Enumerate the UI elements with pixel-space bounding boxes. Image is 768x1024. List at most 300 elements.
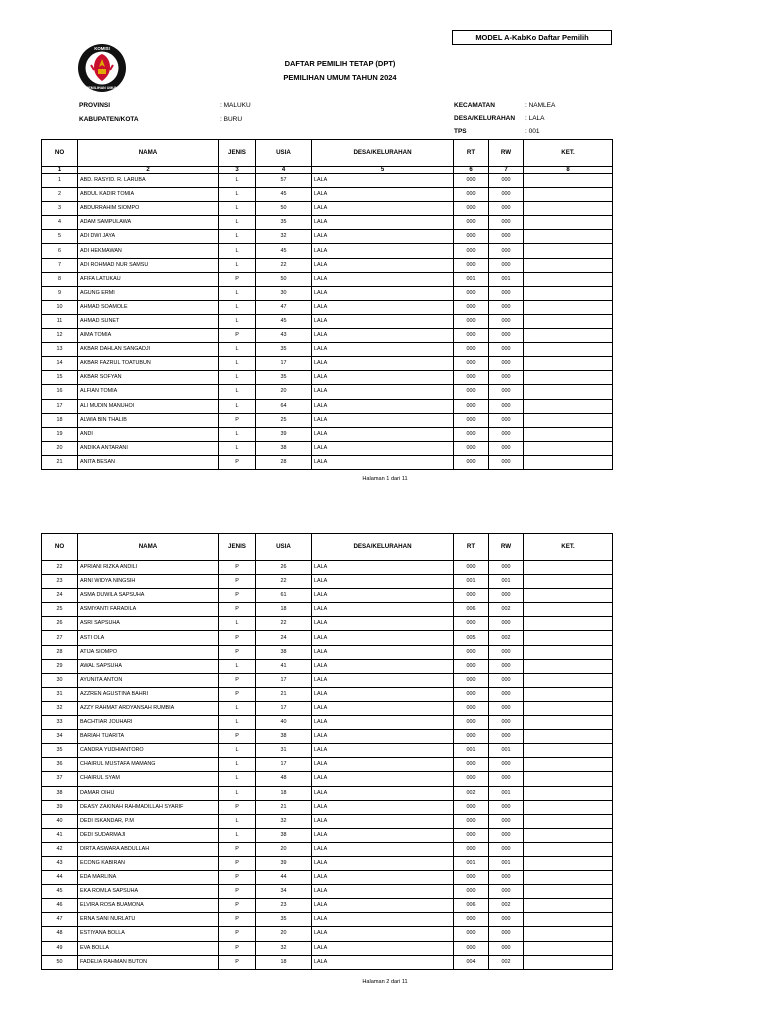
cell-no: 14 xyxy=(42,357,78,371)
header-usia: USIA xyxy=(256,140,312,167)
cell-rt: 000 xyxy=(454,885,489,899)
column-number: 5 xyxy=(312,167,454,174)
cell-rw: 000 xyxy=(489,913,524,927)
header-rw: RW xyxy=(489,140,524,167)
cell-rt: 002 xyxy=(454,786,489,800)
cell-desa: LALA xyxy=(312,188,454,202)
cell-jenis-kelamin: P xyxy=(219,589,256,603)
table-row xyxy=(42,216,613,230)
cell-nama: ASMIYANTI FARADILA xyxy=(78,603,219,617)
cell-usia: 20 xyxy=(256,842,312,856)
cell-desa: LALA xyxy=(312,230,454,244)
cell-jenis-kelamin: P xyxy=(219,603,256,617)
table-row xyxy=(42,913,613,927)
cell-rw: 000 xyxy=(489,188,524,202)
cell-nama: ASRI SAPSUHA xyxy=(78,617,219,631)
provinsi-label: PROVINSI xyxy=(79,102,111,109)
cell-ket xyxy=(524,701,613,715)
table-row xyxy=(42,399,613,413)
cell-rw: 000 xyxy=(489,758,524,772)
cell-no: 34 xyxy=(42,730,78,744)
cell-rt: 005 xyxy=(454,631,489,645)
cell-ket xyxy=(524,927,613,941)
table-row xyxy=(42,814,613,828)
cell-rw: 000 xyxy=(489,230,524,244)
table-row xyxy=(42,941,613,955)
cell-rw: 000 xyxy=(489,871,524,885)
cell-no: 42 xyxy=(42,842,78,856)
cell-nama: ADAM SAMPULAWA xyxy=(78,216,219,230)
cell-nama: DEDI ISKANDAR, P.M xyxy=(78,814,219,828)
cell-rt: 000 xyxy=(454,687,489,701)
cell-desa: LALA xyxy=(312,899,454,913)
cell-ket xyxy=(524,871,613,885)
cell-rw: 002 xyxy=(489,955,524,969)
cell-rw: 000 xyxy=(489,244,524,258)
cell-rt: 006 xyxy=(454,899,489,913)
cell-desa: LALA xyxy=(312,758,454,772)
cell-nama: ABD. RASYID. R. LARUBA xyxy=(78,174,219,188)
cell-no: 49 xyxy=(42,941,78,955)
cell-usia: 18 xyxy=(256,955,312,969)
cell-usia: 50 xyxy=(256,202,312,216)
cell-rw: 000 xyxy=(489,730,524,744)
cell-nama: AWAL SAPSUHA xyxy=(78,659,219,673)
cell-jenis-kelamin: L xyxy=(219,343,256,357)
cell-no: 50 xyxy=(42,955,78,969)
cell-jenis-kelamin: L xyxy=(219,385,256,399)
cell-jenis-kelamin: P xyxy=(219,899,256,913)
cell-jenis-kelamin: P xyxy=(219,631,256,645)
cell-rw: 000 xyxy=(489,687,524,701)
table-row xyxy=(42,188,613,202)
cell-ket xyxy=(524,561,613,575)
cell-nama: ALFIAN TOMIA xyxy=(78,385,219,399)
cell-usia: 28 xyxy=(256,455,312,469)
cell-rt: 000 xyxy=(454,772,489,786)
cell-ket xyxy=(524,329,613,343)
cell-ket xyxy=(524,441,613,455)
header-jenis-kelamin xyxy=(219,534,256,561)
cell-nama: APRIANI RIZKA ANDILI xyxy=(78,561,219,575)
cell-ket xyxy=(524,828,613,842)
doc-subtitle: PEMILIHAN UMUM TAHUN 2024 xyxy=(283,73,397,82)
cell-no: 15 xyxy=(42,371,78,385)
cell-rw: 001 xyxy=(489,575,524,589)
cell-jenis-kelamin: L xyxy=(219,399,256,413)
desa-value: : LALA xyxy=(525,115,545,122)
cell-no: 4 xyxy=(42,216,78,230)
cell-no: 45 xyxy=(42,885,78,899)
cell-jenis-kelamin: P xyxy=(219,455,256,469)
desa-label: DESA/KELURAHAN xyxy=(454,115,516,122)
svg-text:PEMILIHAN UMUM: PEMILIHAN UMUM xyxy=(86,86,118,90)
header-nama: NAMA xyxy=(78,140,219,167)
cell-no: 13 xyxy=(42,343,78,357)
cell-rt: 000 xyxy=(454,399,489,413)
header-rw: RW xyxy=(489,534,524,561)
cell-jenis-kelamin: P xyxy=(219,329,256,343)
column-number: 2 xyxy=(78,167,219,174)
cell-rw: 000 xyxy=(489,885,524,899)
cell-usia: 21 xyxy=(256,687,312,701)
table-row xyxy=(42,617,613,631)
cell-rw: 000 xyxy=(489,413,524,427)
voter-table-page-1 xyxy=(41,139,613,470)
cell-desa: LALA xyxy=(312,772,454,786)
cell-rt: 001 xyxy=(454,272,489,286)
cell-jenis-kelamin: P xyxy=(219,673,256,687)
cell-desa: LALA xyxy=(312,673,454,687)
header-rt: RT xyxy=(454,140,489,167)
cell-usia: 21 xyxy=(256,800,312,814)
cell-nama: EDA MARLINA xyxy=(78,871,219,885)
cell-nama: CHAIRUL MUSTAFA MAMANG xyxy=(78,758,219,772)
header-desa: DESA/KELURAHAN xyxy=(312,534,454,561)
cell-no: 38 xyxy=(42,786,78,800)
cell-nama: ANDIKA ANTARANI xyxy=(78,441,219,455)
cell-jenis-kelamin: L xyxy=(219,244,256,258)
cell-usia: 35 xyxy=(256,913,312,927)
table-row xyxy=(42,272,613,286)
header-no: NO xyxy=(42,534,78,561)
cell-rw: 002 xyxy=(489,603,524,617)
cell-rw: 001 xyxy=(489,272,524,286)
cell-nama: ALWIA BIN THALIB xyxy=(78,413,219,427)
cell-ket xyxy=(524,286,613,300)
cell-no: 22 xyxy=(42,561,78,575)
cell-rt: 000 xyxy=(454,758,489,772)
cell-desa: LALA xyxy=(312,786,454,800)
cell-ket xyxy=(524,673,613,687)
table-row xyxy=(42,244,613,258)
cell-ket xyxy=(524,174,613,188)
cell-nama: ERNA SANI NURLATU xyxy=(78,913,219,927)
table-row xyxy=(42,927,613,941)
cell-desa: LALA xyxy=(312,955,454,969)
cell-jenis-kelamin: P xyxy=(219,800,256,814)
cell-nama: AKBAR DAHLAN SANGADJI xyxy=(78,343,219,357)
cell-rt: 000 xyxy=(454,343,489,357)
cell-ket xyxy=(524,188,613,202)
cell-rw: 000 xyxy=(489,716,524,730)
cell-desa: LALA xyxy=(312,927,454,941)
cell-usia: 38 xyxy=(256,441,312,455)
cell-rt: 001 xyxy=(454,575,489,589)
cell-desa: LALA xyxy=(312,385,454,399)
cell-usia: 61 xyxy=(256,589,312,603)
cell-no: 46 xyxy=(42,899,78,913)
cell-desa: LALA xyxy=(312,716,454,730)
table-row xyxy=(42,786,613,800)
cell-nama: ELVIRA ROSA BUAMONA xyxy=(78,899,219,913)
cell-usia: 32 xyxy=(256,230,312,244)
cell-desa: LALA xyxy=(312,314,454,328)
cell-desa: LALA xyxy=(312,913,454,927)
page-footer-2: Halaman 2 dari 11 xyxy=(362,979,408,985)
table-row xyxy=(42,687,613,701)
cell-no: 29 xyxy=(42,659,78,673)
cell-rt: 000 xyxy=(454,244,489,258)
cell-desa: LALA xyxy=(312,814,454,828)
cell-ket xyxy=(524,244,613,258)
cell-usia: 35 xyxy=(256,216,312,230)
cell-nama: DEDI SUDARMAJI xyxy=(78,828,219,842)
cell-rt: 000 xyxy=(454,441,489,455)
cell-rt: 000 xyxy=(454,659,489,673)
table-row xyxy=(42,659,613,673)
cell-desa: LALA xyxy=(312,617,454,631)
cell-usia: 39 xyxy=(256,427,312,441)
cell-ket xyxy=(524,455,613,469)
cell-nama: ASTI OLA xyxy=(78,631,219,645)
cell-rw: 000 xyxy=(489,800,524,814)
cell-ket xyxy=(524,885,613,899)
cell-usia: 50 xyxy=(256,272,312,286)
cell-jenis-kelamin: L xyxy=(219,216,256,230)
cell-no: 48 xyxy=(42,927,78,941)
cell-no: 7 xyxy=(42,258,78,272)
cell-usia: 39 xyxy=(256,856,312,870)
table-row xyxy=(42,730,613,744)
cell-no: 1 xyxy=(42,174,78,188)
cell-usia: 26 xyxy=(256,561,312,575)
table-row xyxy=(42,871,613,885)
cell-nama: BACHTIAR JOUHARI xyxy=(78,716,219,730)
cell-rw: 000 xyxy=(489,399,524,413)
cell-jenis-kelamin: L xyxy=(219,188,256,202)
cell-rt: 000 xyxy=(454,413,489,427)
column-number: 8 xyxy=(524,167,613,174)
cell-no: 36 xyxy=(42,758,78,772)
cell-usia: 47 xyxy=(256,300,312,314)
cell-desa: LALA xyxy=(312,828,454,842)
cell-nama: ADI HEKMAWAN xyxy=(78,244,219,258)
doc-title: DAFTAR PEMILIH TETAP (DPT) xyxy=(284,59,396,68)
cell-ket xyxy=(524,899,613,913)
cell-jenis-kelamin: P xyxy=(219,885,256,899)
cell-desa: LALA xyxy=(312,603,454,617)
cell-desa: LALA xyxy=(312,441,454,455)
cell-usia: 17 xyxy=(256,357,312,371)
cell-rw: 002 xyxy=(489,899,524,913)
cell-rw: 000 xyxy=(489,300,524,314)
cell-desa: LALA xyxy=(312,427,454,441)
header-no: NO xyxy=(42,140,78,167)
cell-ket xyxy=(524,800,613,814)
cell-ket xyxy=(524,955,613,969)
cell-jenis-kelamin: L xyxy=(219,258,256,272)
cell-usia: 48 xyxy=(256,772,312,786)
column-number: 3 xyxy=(219,167,256,174)
cell-desa: LALA xyxy=(312,357,454,371)
cell-rt: 000 xyxy=(454,371,489,385)
cell-usia: 17 xyxy=(256,701,312,715)
cell-usia: 45 xyxy=(256,188,312,202)
cell-ket xyxy=(524,941,613,955)
cell-rt: 000 xyxy=(454,927,489,941)
cell-nama: CANDRA YUDHIANTORO xyxy=(78,744,219,758)
cell-rw: 000 xyxy=(489,927,524,941)
cell-desa: LALA xyxy=(312,272,454,286)
cell-nama: ADI ROHMAD NUR SAMSU xyxy=(78,258,219,272)
cell-nama: ADI DWI JAYA xyxy=(78,230,219,244)
provinsi-value: : MALUKU xyxy=(220,102,251,109)
cell-usia: 18 xyxy=(256,786,312,800)
cell-rw: 000 xyxy=(489,286,524,300)
header-usia: USIA xyxy=(256,534,312,561)
cell-nama: AHMAD SUNET xyxy=(78,314,219,328)
cell-ket xyxy=(524,603,613,617)
cell-rw: 000 xyxy=(489,371,524,385)
cell-ket xyxy=(524,258,613,272)
cell-jenis-kelamin: L xyxy=(219,617,256,631)
cell-rw: 001 xyxy=(489,856,524,870)
cell-rw: 001 xyxy=(489,744,524,758)
cell-nama: EKA ROMLA SAPSUHA xyxy=(78,885,219,899)
svg-text:KOMISI: KOMISI xyxy=(94,46,110,52)
cell-nama: BARIAH TUARITA xyxy=(78,730,219,744)
cell-desa: LALA xyxy=(312,399,454,413)
table-row xyxy=(42,673,613,687)
cell-no: 39 xyxy=(42,800,78,814)
cell-rw: 000 xyxy=(489,329,524,343)
cell-jenis-kelamin: P xyxy=(219,856,256,870)
header-nama: NAMA xyxy=(78,534,219,561)
cell-jenis-kelamin: P xyxy=(219,730,256,744)
tps-label: TPS xyxy=(454,128,467,135)
cell-no: 12 xyxy=(42,329,78,343)
cell-nama: AZZREN AGUSTINA BAHRI xyxy=(78,687,219,701)
cell-usia: 38 xyxy=(256,645,312,659)
table-body xyxy=(42,561,613,970)
cell-rw: 000 xyxy=(489,617,524,631)
cell-no: 27 xyxy=(42,631,78,645)
cell-rt: 000 xyxy=(454,800,489,814)
kecamatan-value: : NAMLEA xyxy=(525,102,556,109)
cell-jenis-kelamin: L xyxy=(219,659,256,673)
cell-desa: LALA xyxy=(312,286,454,300)
cell-ket xyxy=(524,385,613,399)
cell-ket xyxy=(524,202,613,216)
cell-usia: 45 xyxy=(256,314,312,328)
cell-nama: AYUNITA ANTON xyxy=(78,673,219,687)
cell-rw: 000 xyxy=(489,357,524,371)
cell-jenis-kelamin: P xyxy=(219,871,256,885)
cell-no: 18 xyxy=(42,413,78,427)
table-row xyxy=(42,314,613,328)
cell-desa: LALA xyxy=(312,575,454,589)
table-row xyxy=(42,955,613,969)
cell-desa: LALA xyxy=(312,589,454,603)
cell-nama: FADELIA RAHMAN BUTON xyxy=(78,955,219,969)
table-row xyxy=(42,258,613,272)
cell-desa: LALA xyxy=(312,202,454,216)
header-ket: KET. xyxy=(524,140,613,167)
cell-jenis-kelamin: P xyxy=(219,687,256,701)
cell-desa: LALA xyxy=(312,941,454,955)
cell-usia: 24 xyxy=(256,631,312,645)
cell-rt: 001 xyxy=(454,744,489,758)
cell-no: 28 xyxy=(42,645,78,659)
table-row xyxy=(42,343,613,357)
kpu-logo xyxy=(77,43,127,93)
header-desa: DESA/KELURAHAN xyxy=(312,140,454,167)
cell-jenis-kelamin: L xyxy=(219,744,256,758)
cell-nama: ECONG KABIRAN xyxy=(78,856,219,870)
cell-nama: ABDURRAHIM SIOMPO xyxy=(78,202,219,216)
cell-ket xyxy=(524,786,613,800)
cell-ket xyxy=(524,659,613,673)
cell-desa: LALA xyxy=(312,744,454,758)
cell-no: 35 xyxy=(42,744,78,758)
cell-usia: 57 xyxy=(256,174,312,188)
cell-ket xyxy=(524,913,613,927)
cell-rt: 000 xyxy=(454,701,489,715)
cell-usia: 31 xyxy=(256,744,312,758)
cell-usia: 43 xyxy=(256,329,312,343)
cell-desa: LALA xyxy=(312,800,454,814)
cell-nama: DEASY ZAKINAH RAHMADILLAH SYARIF xyxy=(78,800,219,814)
table-row xyxy=(42,575,613,589)
cell-ket xyxy=(524,357,613,371)
cell-ket xyxy=(524,856,613,870)
cell-rw: 000 xyxy=(489,701,524,715)
cell-ket xyxy=(524,427,613,441)
cell-rw: 000 xyxy=(489,561,524,575)
cell-rt: 000 xyxy=(454,842,489,856)
cell-no: 2 xyxy=(42,188,78,202)
cell-nama: ATIJA SIOMPO xyxy=(78,645,219,659)
cell-rt: 000 xyxy=(454,216,489,230)
cell-ket xyxy=(524,730,613,744)
cell-rw: 000 xyxy=(489,314,524,328)
table-row xyxy=(42,427,613,441)
table-row xyxy=(42,441,613,455)
column-number: 4 xyxy=(256,167,312,174)
cell-nama: EVA BOLLA xyxy=(78,941,219,955)
table-row xyxy=(42,174,613,188)
cell-desa: LALA xyxy=(312,329,454,343)
cell-rt: 000 xyxy=(454,188,489,202)
table-header-row xyxy=(42,534,613,561)
cell-jenis-kelamin: L xyxy=(219,814,256,828)
cell-nama: ANDI xyxy=(78,427,219,441)
cell-rw: 000 xyxy=(489,673,524,687)
cell-jenis-kelamin: L xyxy=(219,314,256,328)
header-rt: RT xyxy=(454,534,489,561)
table-row xyxy=(42,856,613,870)
table-row xyxy=(42,286,613,300)
cell-jenis-kelamin: L xyxy=(219,701,256,715)
cell-jenis-kelamin: P xyxy=(219,913,256,927)
cell-rt: 000 xyxy=(454,357,489,371)
cell-jenis-kelamin: P xyxy=(219,941,256,955)
column-number: 6 xyxy=(454,167,489,174)
cell-nama: AHMAD SOAMOLE xyxy=(78,300,219,314)
cell-no: 26 xyxy=(42,617,78,631)
cell-nama: ESTIYANA BOLLA xyxy=(78,927,219,941)
cell-rw: 000 xyxy=(489,828,524,842)
cell-ket xyxy=(524,371,613,385)
cell-usia: 22 xyxy=(256,575,312,589)
cell-no: 25 xyxy=(42,603,78,617)
cell-usia: 34 xyxy=(256,885,312,899)
cell-rt: 000 xyxy=(454,673,489,687)
cell-jenis-kelamin: P xyxy=(219,645,256,659)
cell-jenis-kelamin: L xyxy=(219,427,256,441)
cell-ket xyxy=(524,716,613,730)
